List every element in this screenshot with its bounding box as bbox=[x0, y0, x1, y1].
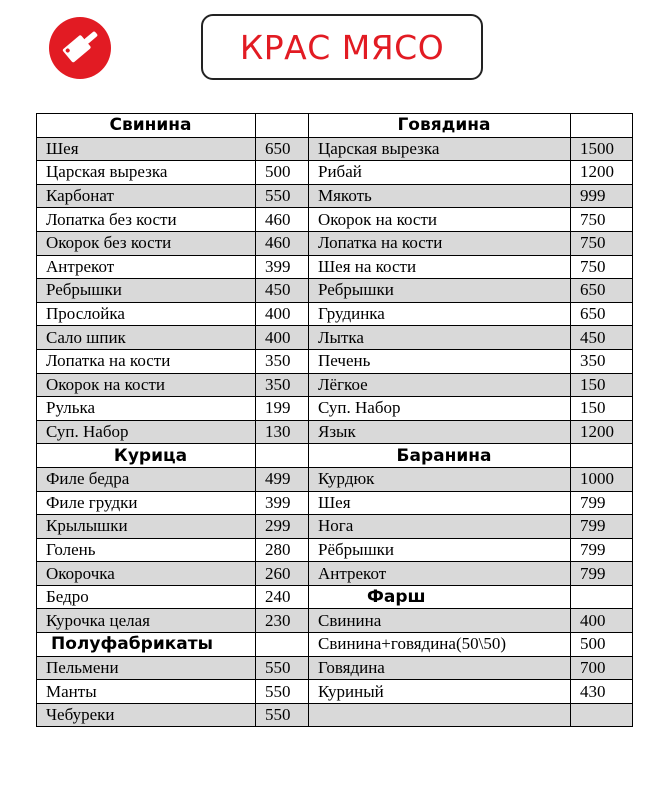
item-price-semi: 550 bbox=[256, 680, 309, 704]
item-price-pork: 650 bbox=[256, 137, 309, 161]
section-title-mince: Фарш bbox=[309, 585, 571, 609]
table-row bbox=[37, 161, 633, 185]
table-row bbox=[37, 137, 633, 161]
item-name-lamb: Курдюк bbox=[309, 467, 571, 491]
item-name-beef: Мякоть bbox=[309, 184, 571, 208]
item-name-beef: Рибай bbox=[309, 161, 571, 185]
item-price-pork: 460 bbox=[256, 231, 309, 255]
table-row bbox=[37, 326, 633, 350]
section-title-semi: Полуфабрикаты bbox=[37, 633, 256, 657]
item-price-beef: 750 bbox=[571, 208, 633, 232]
item-price-beef: 750 bbox=[571, 255, 633, 279]
item-price-chicken: 260 bbox=[256, 562, 309, 586]
item-price-lamb: 799 bbox=[571, 538, 633, 562]
item-name-beef: Суп. Набор bbox=[309, 397, 571, 421]
section-title-chicken: Курица bbox=[37, 444, 256, 468]
item-name-beef: Лытка bbox=[309, 326, 571, 350]
item-name-semi: Пельмени bbox=[37, 656, 256, 680]
item-name-chicken: Крылышки bbox=[37, 515, 256, 539]
section-title-pork: Свинина bbox=[37, 114, 256, 138]
item-name-beef: Ребрышки bbox=[309, 279, 571, 303]
table-row bbox=[37, 397, 633, 421]
section-title-lamb: Баранина bbox=[309, 444, 571, 468]
item-price-mince: 700 bbox=[571, 656, 633, 680]
item-name-chicken: Голень bbox=[37, 538, 256, 562]
item-name-mince: Свинина+говядина(50\50) bbox=[309, 633, 571, 657]
item-name-beef: Грудинка bbox=[309, 302, 571, 326]
empty-cell bbox=[256, 633, 309, 657]
empty-cell bbox=[571, 444, 633, 468]
item-name-pork: Шея bbox=[37, 137, 256, 161]
item-price-pork: 450 bbox=[256, 279, 309, 303]
item-name-pork: Антрекот bbox=[37, 255, 256, 279]
item-name-lamb: Нога bbox=[309, 515, 571, 539]
item-price-semi: 550 bbox=[256, 703, 309, 727]
item-name-semi: Чебуреки bbox=[37, 703, 256, 727]
item-price-chicken: 240 bbox=[256, 585, 309, 609]
item-price-lamb: 799 bbox=[571, 515, 633, 539]
table-row bbox=[37, 609, 633, 633]
item-name-chicken: Окорочка bbox=[37, 562, 256, 586]
empty-cell bbox=[571, 114, 633, 138]
item-price-pork: 350 bbox=[256, 349, 309, 373]
item-name-pork: Прослойка bbox=[37, 302, 256, 326]
item-price-pork: 400 bbox=[256, 302, 309, 326]
item-name-pork: Окорок на кости bbox=[37, 373, 256, 397]
brand-logo bbox=[201, 14, 483, 80]
item-price-pork: 460 bbox=[256, 208, 309, 232]
item-name-chicken: Курочка целая bbox=[37, 609, 256, 633]
item-price-beef: 1200 bbox=[571, 161, 633, 185]
section-title-beef: Говядина bbox=[309, 114, 571, 138]
item-price-beef: 150 bbox=[571, 373, 633, 397]
table-row bbox=[37, 680, 633, 704]
item-name-lamb: Антрекот bbox=[309, 562, 571, 586]
item-price-chicken: 280 bbox=[256, 538, 309, 562]
item-price-beef: 999 bbox=[571, 184, 633, 208]
table-row bbox=[37, 444, 633, 468]
item-price-chicken: 230 bbox=[256, 609, 309, 633]
item-name-pork: Лопатка без кости bbox=[37, 208, 256, 232]
item-name-pork: Ребрышки bbox=[37, 279, 256, 303]
item-price-mince: 500 bbox=[571, 633, 633, 657]
item-price-pork: 400 bbox=[256, 326, 309, 350]
table-row bbox=[37, 633, 633, 657]
item-name-pork: Суп. Набор bbox=[37, 420, 256, 444]
empty-cell bbox=[256, 444, 309, 468]
table-row bbox=[37, 562, 633, 586]
item-name-beef: Окорок на кости bbox=[309, 208, 571, 232]
table-row bbox=[37, 420, 633, 444]
item-name-pork: Рулька bbox=[37, 397, 256, 421]
item-name-pork: Лопатка на кости bbox=[37, 349, 256, 373]
item-name-beef: Лёгкое bbox=[309, 373, 571, 397]
item-price-beef: 650 bbox=[571, 279, 633, 303]
item-price-pork: 550 bbox=[256, 184, 309, 208]
brand-name: КРАС МЯСО bbox=[239, 27, 445, 67]
item-price-semi: 550 bbox=[256, 656, 309, 680]
item-name-pork: Сало шпик bbox=[37, 326, 256, 350]
item-name-beef: Лопатка на кости bbox=[309, 231, 571, 255]
table-row bbox=[37, 255, 633, 279]
item-name-pork: Царская вырезка bbox=[37, 161, 256, 185]
item-price-pork: 399 bbox=[256, 255, 309, 279]
item-price-beef: 750 bbox=[571, 231, 633, 255]
item-price-beef: 450 bbox=[571, 326, 633, 350]
item-name-mince: Свинина bbox=[309, 609, 571, 633]
item-price-beef: 650 bbox=[571, 302, 633, 326]
item-price-pork: 130 bbox=[256, 420, 309, 444]
item-price-lamb: 1000 bbox=[571, 467, 633, 491]
table-row bbox=[37, 703, 633, 727]
item-price-pork: 350 bbox=[256, 373, 309, 397]
empty-cell bbox=[571, 585, 633, 609]
item-name-mince: Куриный bbox=[309, 680, 571, 704]
empty-cell bbox=[571, 703, 633, 727]
item-price-chicken: 399 bbox=[256, 491, 309, 515]
table-row bbox=[37, 114, 633, 138]
item-price-pork: 500 bbox=[256, 161, 309, 185]
table-row bbox=[37, 373, 633, 397]
table-row bbox=[37, 184, 633, 208]
item-name-lamb: Рёбрышки bbox=[309, 538, 571, 562]
item-price-beef: 1200 bbox=[571, 420, 633, 444]
cleaver-knife-icon bbox=[48, 16, 112, 80]
item-price-chicken: 499 bbox=[256, 467, 309, 491]
item-name-beef: Язык bbox=[309, 420, 571, 444]
item-price-lamb: 799 bbox=[571, 562, 633, 586]
table-row bbox=[37, 585, 633, 609]
item-price-beef: 350 bbox=[571, 349, 633, 373]
item-price-mince: 430 bbox=[571, 680, 633, 704]
empty-cell bbox=[309, 703, 571, 727]
item-name-beef: Шея на кости bbox=[309, 255, 571, 279]
item-name-beef: Царская вырезка bbox=[309, 137, 571, 161]
item-price-mince: 400 bbox=[571, 609, 633, 633]
table-row bbox=[37, 467, 633, 491]
item-name-chicken: Бедро bbox=[37, 585, 256, 609]
table-row bbox=[37, 302, 633, 326]
item-price-pork: 199 bbox=[256, 397, 309, 421]
table-row bbox=[37, 656, 633, 680]
table-row bbox=[37, 538, 633, 562]
item-name-pork: Карбонат bbox=[37, 184, 256, 208]
empty-cell bbox=[256, 114, 309, 138]
table-row bbox=[37, 231, 633, 255]
item-price-beef: 1500 bbox=[571, 137, 633, 161]
item-name-lamb: Шея bbox=[309, 491, 571, 515]
table-row bbox=[37, 208, 633, 232]
table-row bbox=[37, 491, 633, 515]
price-table bbox=[36, 113, 633, 727]
table-row bbox=[37, 515, 633, 539]
item-name-pork: Окорок без кости bbox=[37, 231, 256, 255]
item-name-semi: Манты bbox=[37, 680, 256, 704]
item-name-chicken: Филе грудки bbox=[37, 491, 256, 515]
table-row bbox=[37, 349, 633, 373]
table-row bbox=[37, 279, 633, 303]
item-name-chicken: Филе бедра bbox=[37, 467, 256, 491]
item-price-lamb: 799 bbox=[571, 491, 633, 515]
item-name-mince: Говядина bbox=[309, 656, 571, 680]
item-price-beef: 150 bbox=[571, 397, 633, 421]
item-price-chicken: 299 bbox=[256, 515, 309, 539]
item-name-beef: Печень bbox=[309, 349, 571, 373]
